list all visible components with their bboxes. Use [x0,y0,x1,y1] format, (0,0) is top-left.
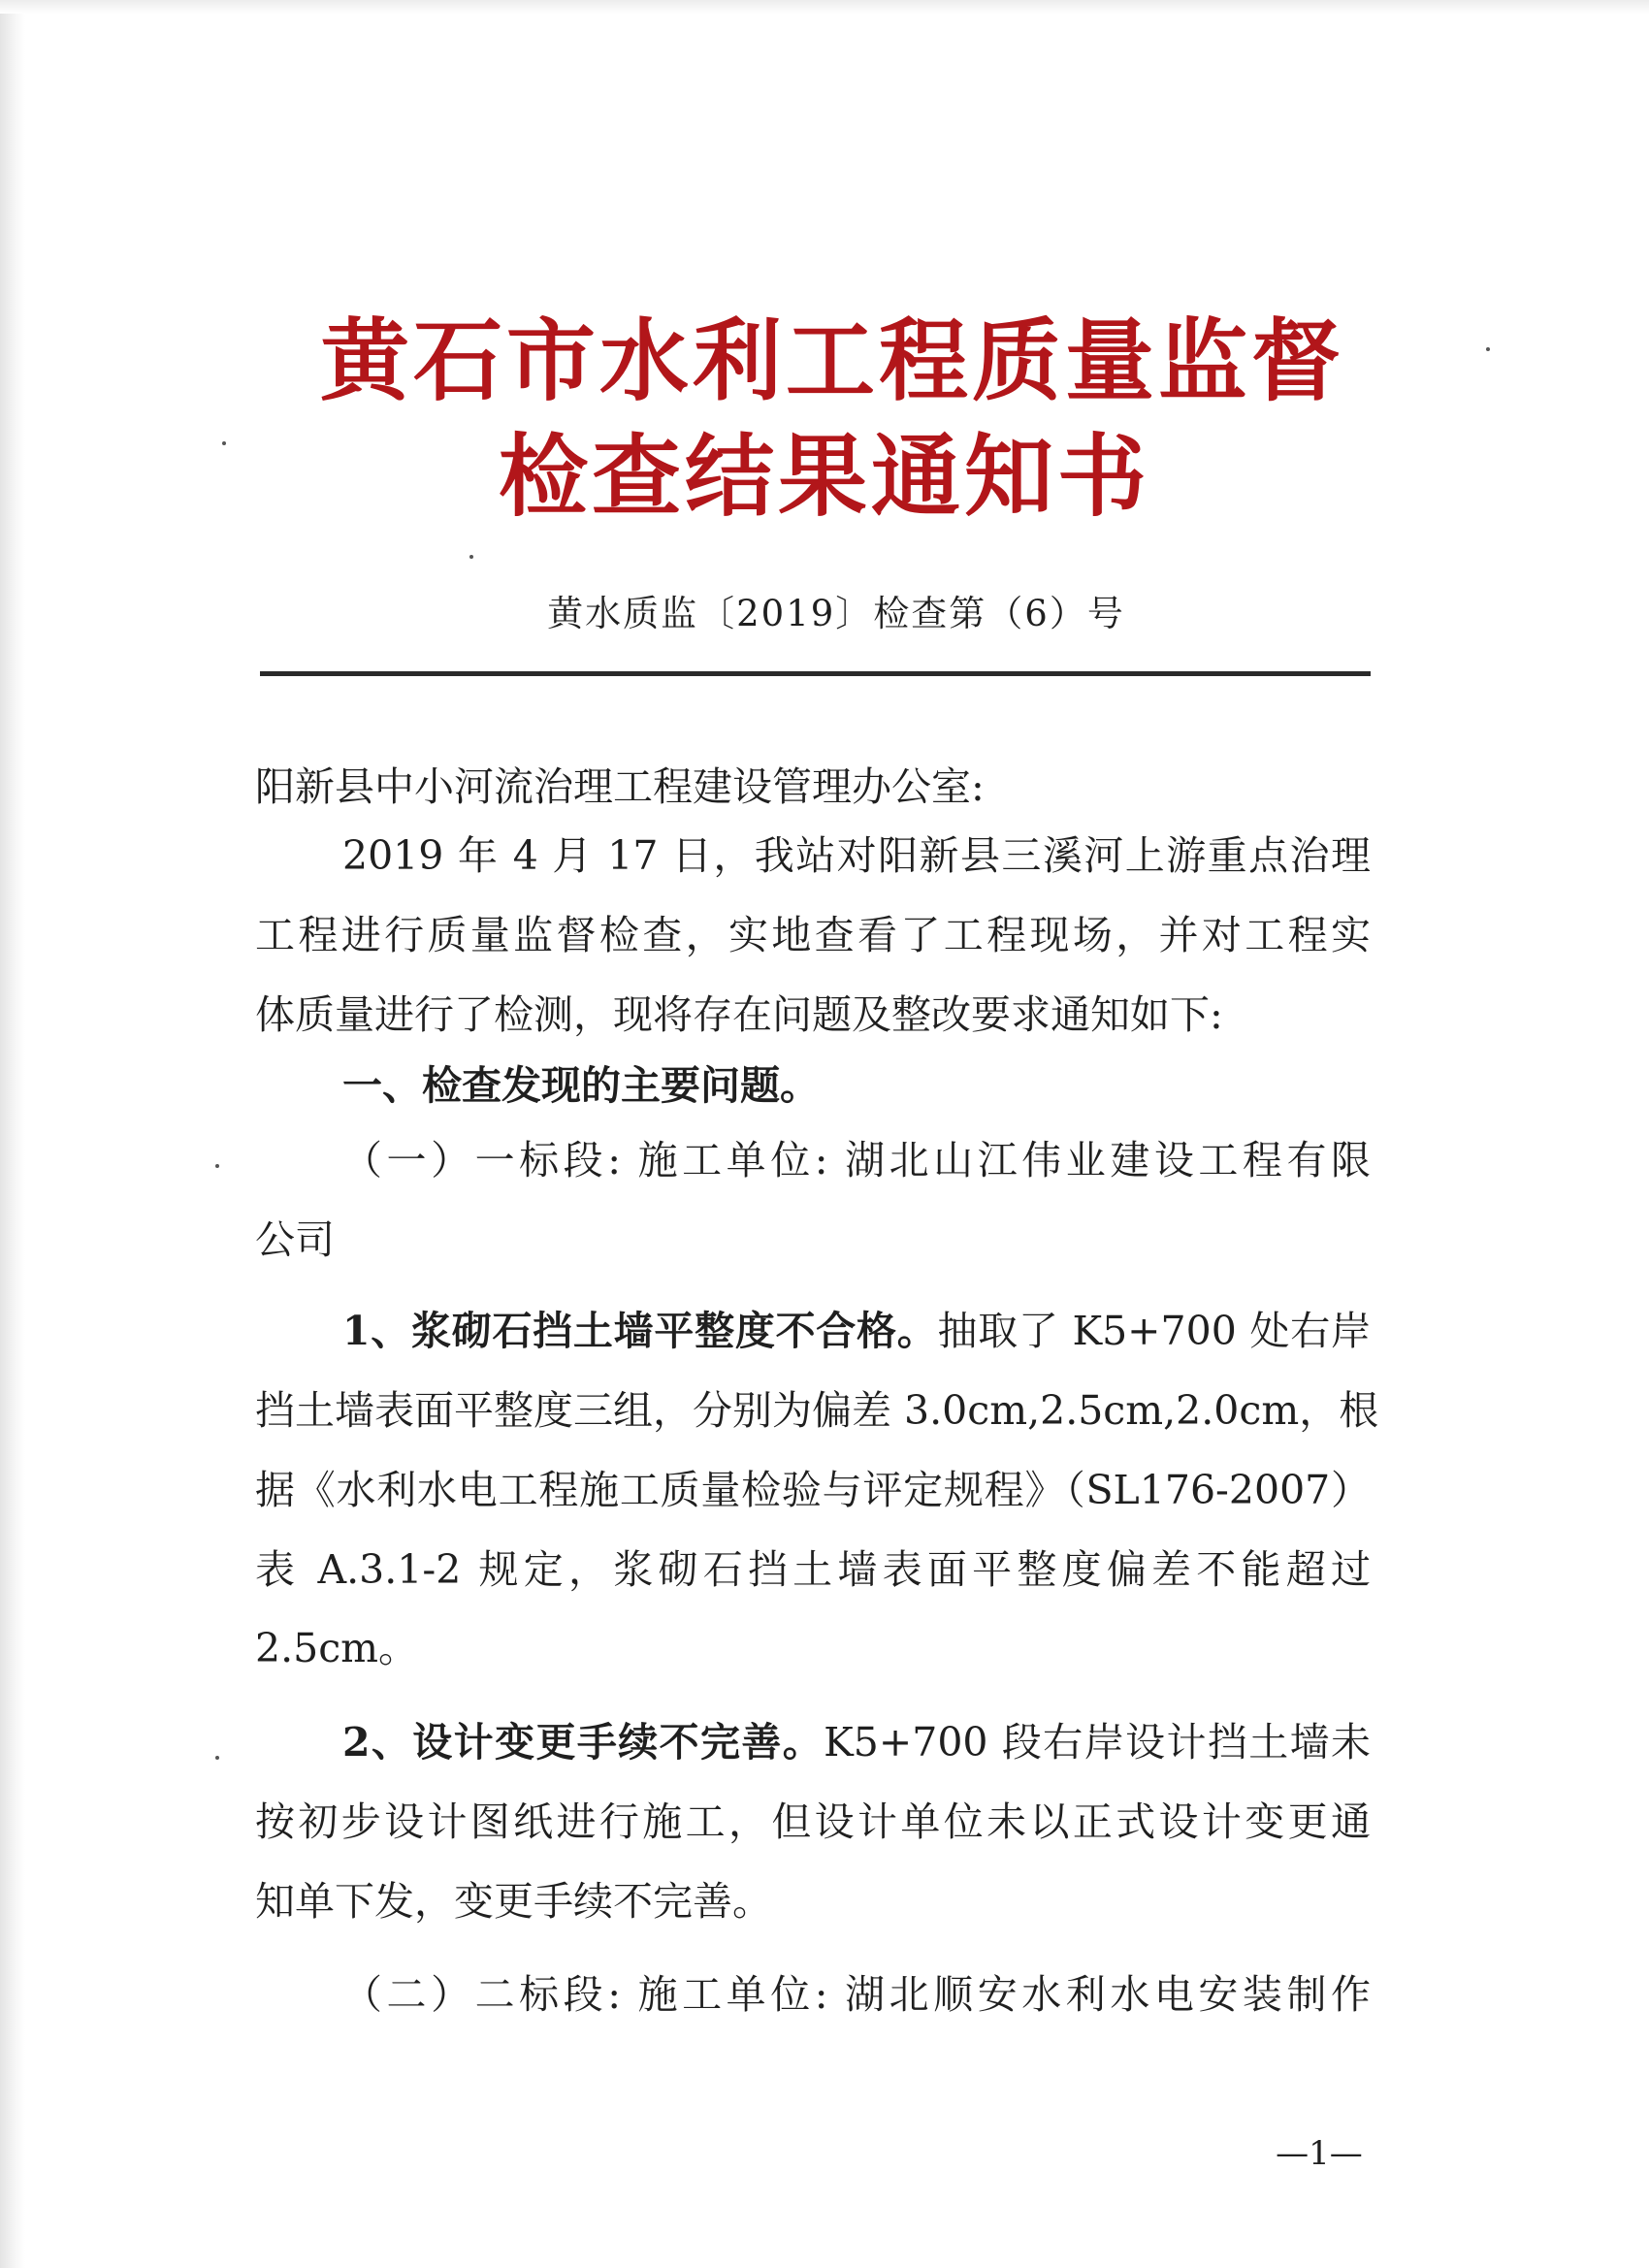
intro-line-2: 工程进行质量监督检查，实地查看了工程现场，并对工程实 [255,912,1371,958]
item-2-line-2: 按初步设计图纸进行施工，但设计单位未以正式设计变更通 [255,1798,1371,1845]
scan-speck [215,1756,219,1760]
subsection-1-line-2: 公司 [255,1216,335,1263]
addressee: 阳新县中小河流治理工程建设管理办公室: [255,763,985,810]
item-1-line-2: 挡土墙表面平整度三组，分别为偏差 3.0cm,2.5cm,2.0cm，根 [255,1387,1379,1434]
intro-line-3: 体质量进行了检测，现将存在问题及整改要求通知如下: [255,991,1223,1038]
subsection-2-line-1: （二）二标段: 施工单位: 湖北顺安水利水电安装制作 [342,1971,1371,2018]
scan-shadow-top [0,0,1649,14]
document-number: 黄水质监〔2019〕检查第（6）号 [547,593,1125,634]
scan-speck [469,555,473,559]
page-number: —1— [1276,2134,1363,2173]
item-2-heading: 2、设计变更手续不完善。 [342,1719,824,1766]
item-1-line-5: 2.5cm。 [255,1625,419,1671]
section-heading-1: 一、检查发现的主要问题。 [342,1062,820,1109]
item-1-line-4: 表 A.3.1-2 规定，浆砌石挡土墙表面平整度偏差不能超过 [255,1546,1371,1593]
item-2-line-3: 知单下发，变更手续不完善。 [255,1878,772,1925]
item-1-first-line-rest: 抽取了 K5+700 处右岸 [937,1308,1372,1354]
header-rule [260,671,1371,676]
item-1-heading: 1、浆砌石挡土墙平整度不合格。 [342,1308,938,1354]
item-2-first-line-rest: K5+700 段右岸设计挡土墙未 [824,1719,1372,1766]
document-title-line-2: 检查结果通知书 [498,425,1150,529]
subsection-1-line-1: （一）一标段: 施工单位: 湖北山江伟业建设工程有限 [342,1137,1371,1183]
item-2-first-line [255,1717,1371,1767]
item-1-line-3: 据《水利水电工程施工质量检验与评定规程》（SL176-2007） [255,1467,1371,1513]
intro-line-1: 2019 年 4 月 17 日，我站对阳新县三溪河上游重点治理 [342,832,1371,879]
scan-speck [215,1164,219,1168]
item-1-first-line [255,1306,1371,1356]
document-title-line-1: 黄石市水利工程质量监督 [319,309,1344,413]
